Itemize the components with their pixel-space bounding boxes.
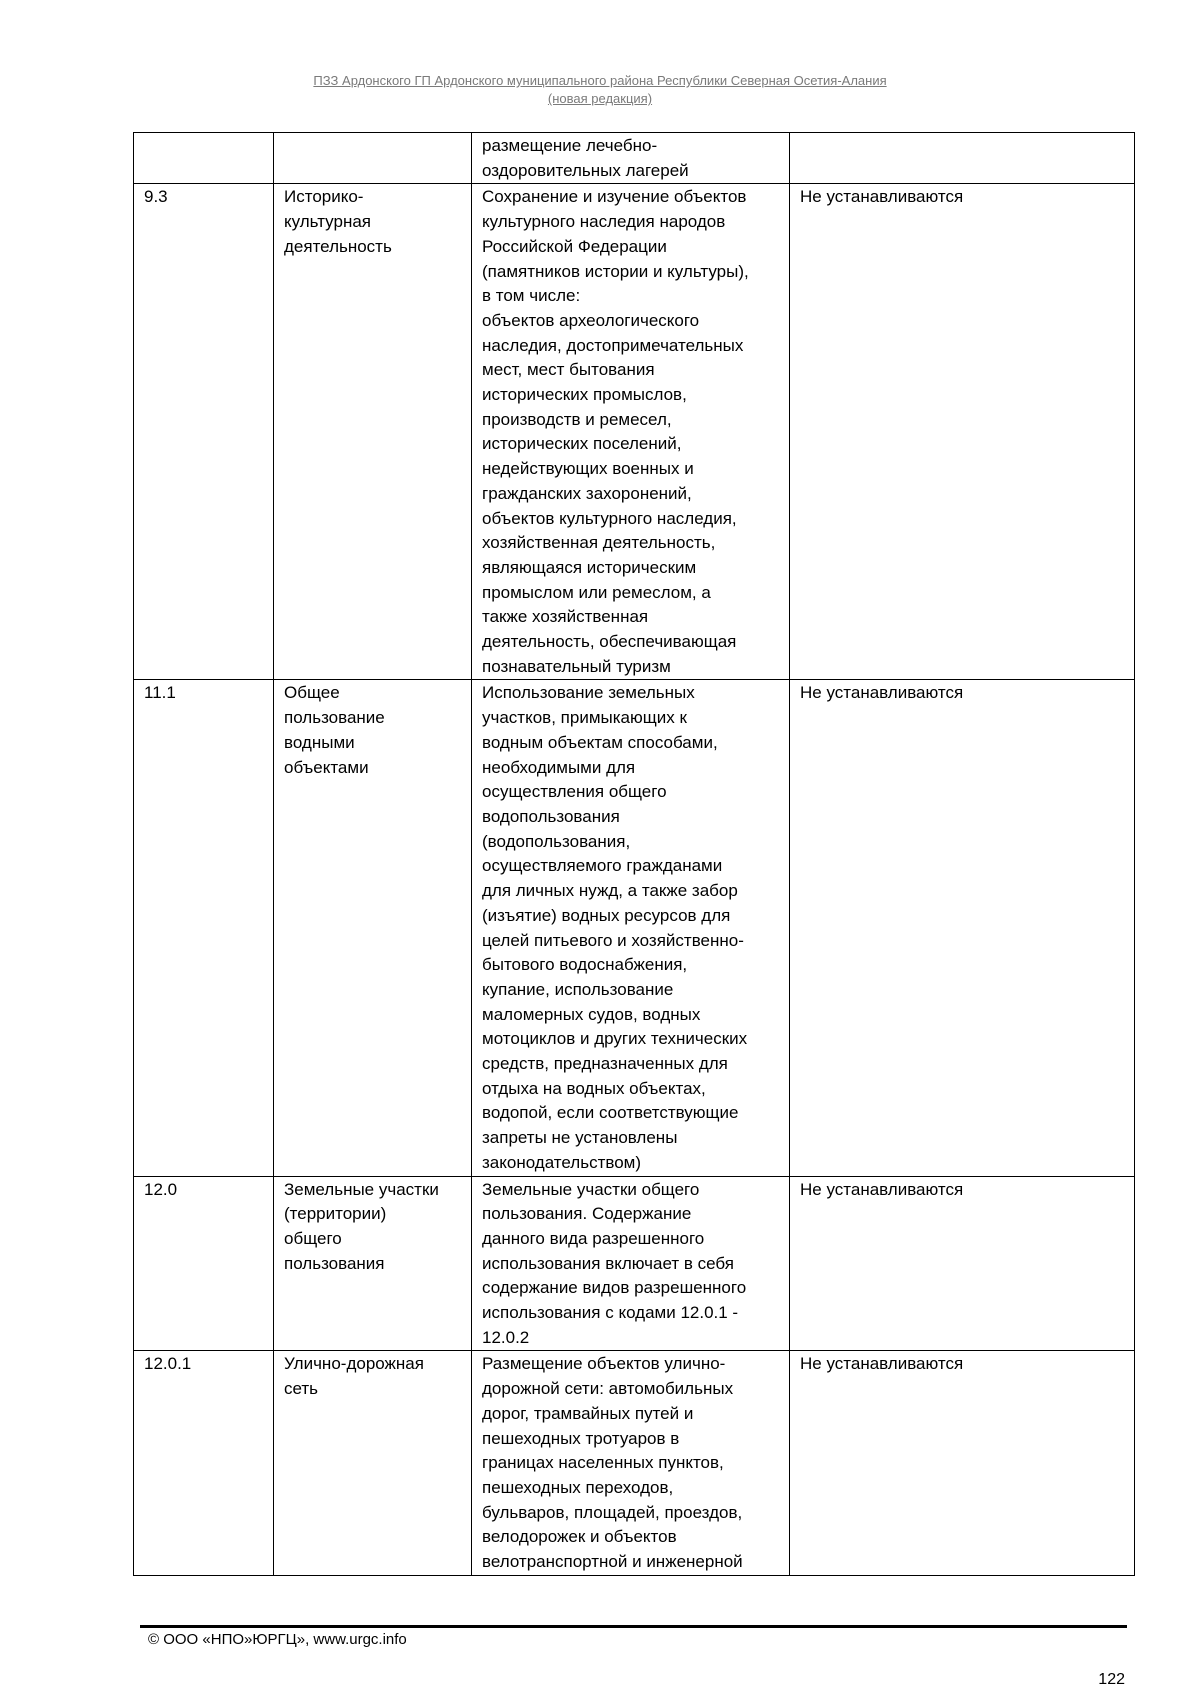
description-line: (водопользования, xyxy=(482,831,631,851)
use-name-line: водными xyxy=(284,732,355,752)
cell-parameters: Не устанавливаются xyxy=(790,680,1135,1176)
use-name-line: пользование xyxy=(284,708,385,728)
description-line: целей питьевого и хозяйственно- xyxy=(482,930,744,950)
description-line: использования включает в себя xyxy=(482,1253,734,1273)
description-line: мотоциклов и других технических xyxy=(482,1029,748,1049)
cell-description xyxy=(472,680,790,1176)
description-line: объектов археологического xyxy=(482,310,700,330)
use-name-line: объектами xyxy=(284,757,369,777)
header-title: ПЗЗ Ардонского ГП Ардонского муниципального района Республики Северная Осетия-Алания xyxy=(313,73,887,88)
cell-parameters: Не устанавливаются xyxy=(790,184,1135,680)
description-line: запреты не установлены xyxy=(482,1128,678,1148)
description-line: осуществления общего xyxy=(482,782,667,802)
description-line: водопой, если соответствующие xyxy=(482,1103,739,1123)
description-line: размещение лечебно- xyxy=(482,136,658,155)
description-line: исторических поселений, xyxy=(482,434,682,454)
cell-parameters: Не устанавливаются xyxy=(790,1351,1135,1575)
cell-code: 9.3 xyxy=(134,184,274,680)
use-name-line: пользования xyxy=(284,1253,385,1273)
cell-code xyxy=(134,133,274,184)
description-line: велодорожек и объектов xyxy=(482,1527,677,1547)
cell-use-name xyxy=(274,1176,472,1351)
description-line: водопользования xyxy=(482,806,620,826)
description-line: дорог, трамвайных путей и xyxy=(482,1403,694,1423)
use-name-line: деятельность xyxy=(284,236,392,256)
cell-description xyxy=(472,1351,790,1575)
footer-divider xyxy=(140,1625,1127,1628)
cell-use-name xyxy=(274,133,472,184)
use-name-line: Историко- xyxy=(284,187,364,207)
cell-description xyxy=(472,184,790,680)
use-name-line: Земельные участки xyxy=(284,1179,439,1199)
description-line: хозяйственная деятельность, xyxy=(482,533,716,553)
description-line: Размещение объектов улично- xyxy=(482,1354,726,1374)
description-line: в том числе: xyxy=(482,286,581,306)
description-line: недействующих военных и xyxy=(482,459,694,479)
page-number: 122 xyxy=(1098,1671,1125,1688)
description-line: осуществляемого гражданами xyxy=(482,856,723,876)
cell-use-name xyxy=(274,1351,472,1575)
description-line: водным объектам способами, xyxy=(482,732,718,752)
description-line: пользования. Содержание xyxy=(482,1204,692,1224)
table-row xyxy=(134,680,1135,1176)
description-line: гражданских захоронений, xyxy=(482,483,692,503)
cell-parameters: Не устанавливаются xyxy=(790,1176,1135,1351)
description-line: отдыха на водных объектах, xyxy=(482,1078,706,1098)
description-line: также хозяйственная xyxy=(482,607,649,627)
description-line: законодательством) xyxy=(482,1152,641,1172)
land-use-table xyxy=(133,132,1135,1576)
description-line: использования с кодами 12.0.1 - xyxy=(482,1303,739,1323)
cell-use-name xyxy=(274,680,472,1176)
table-row xyxy=(134,184,1135,680)
description-line: данного вида разрешенного xyxy=(482,1228,705,1248)
description-line: пешеходных переходов, xyxy=(482,1477,674,1497)
description-line: Использование земельных xyxy=(482,683,695,703)
use-name-line: культурная xyxy=(284,212,371,232)
description-line: Сохранение и изучение объектов xyxy=(482,187,747,207)
description-line: культурного наследия народов xyxy=(482,212,726,232)
description-line: (изъятие) водных ресурсов для xyxy=(482,905,731,925)
use-name-line: (территории) xyxy=(284,1204,387,1224)
description-line: дорожной сети: автомобильных xyxy=(482,1379,734,1399)
description-line: исторических промыслов, xyxy=(482,385,687,405)
description-line: для личных нужд, а также забор xyxy=(482,881,738,901)
table-body xyxy=(134,133,1135,1576)
description-line: являющаяся историческим xyxy=(482,557,697,577)
footer-copyright: © ООО «НПО»ЮРГЦ», www.urgc.info xyxy=(148,1631,407,1648)
description-line: познавательный туризм xyxy=(482,656,671,676)
cell-code: 11.1 xyxy=(134,680,274,1176)
cell-description xyxy=(472,133,790,184)
table-row xyxy=(134,133,1135,184)
cell-use-name xyxy=(274,184,472,680)
cell-parameters xyxy=(790,133,1135,184)
description-line: наследия, достопримечательных xyxy=(482,335,744,355)
description-line: велотранспортной и инженерной xyxy=(482,1552,743,1572)
description-line: бытового водоснабжения, xyxy=(482,955,688,975)
description-line: оздоровительных лагерей xyxy=(482,160,689,180)
description-line: 12.0.2 xyxy=(482,1327,530,1347)
use-name-line: общего xyxy=(284,1228,342,1248)
table-row xyxy=(134,1176,1135,1351)
description-line: купание, использование xyxy=(482,979,674,999)
description-line: необходимыми для xyxy=(482,757,636,777)
description-line: деятельность, обеспечивающая xyxy=(482,632,737,652)
description-line: объектов культурного наследия, xyxy=(482,508,737,528)
description-line: бульваров, площадей, проездов, xyxy=(482,1502,743,1522)
description-line: границах населенных пунктов, xyxy=(482,1453,724,1473)
cell-code: 12.0 xyxy=(134,1176,274,1351)
description-line: пешеходных тротуаров в xyxy=(482,1428,680,1448)
cell-code: 12.0.1 xyxy=(134,1351,274,1575)
description-line: мест, мест бытования xyxy=(482,360,655,380)
table-row xyxy=(134,1351,1135,1575)
description-line: промыслом или ремеслом, а xyxy=(482,582,711,602)
description-line: средств, предназначенных для xyxy=(482,1054,728,1074)
description-line: содержание видов разрешенного xyxy=(482,1278,747,1298)
use-name-line: Улично-дорожная xyxy=(284,1354,424,1374)
header-subtitle: (новая редакция) xyxy=(547,91,653,106)
document-header xyxy=(0,72,1200,108)
use-name-line: Общее xyxy=(284,683,340,703)
description-line: Земельные участки общего xyxy=(482,1179,700,1199)
use-name-line: сеть xyxy=(284,1379,319,1399)
cell-description xyxy=(472,1176,790,1351)
description-line: участков, примыкающих к xyxy=(482,708,687,728)
description-line: маломерных судов, водных xyxy=(482,1004,701,1024)
description-line: Российской Федерации xyxy=(482,236,667,256)
description-line: (памятников истории и культуры), xyxy=(482,261,749,281)
description-line: производств и ремесел, xyxy=(482,409,672,429)
